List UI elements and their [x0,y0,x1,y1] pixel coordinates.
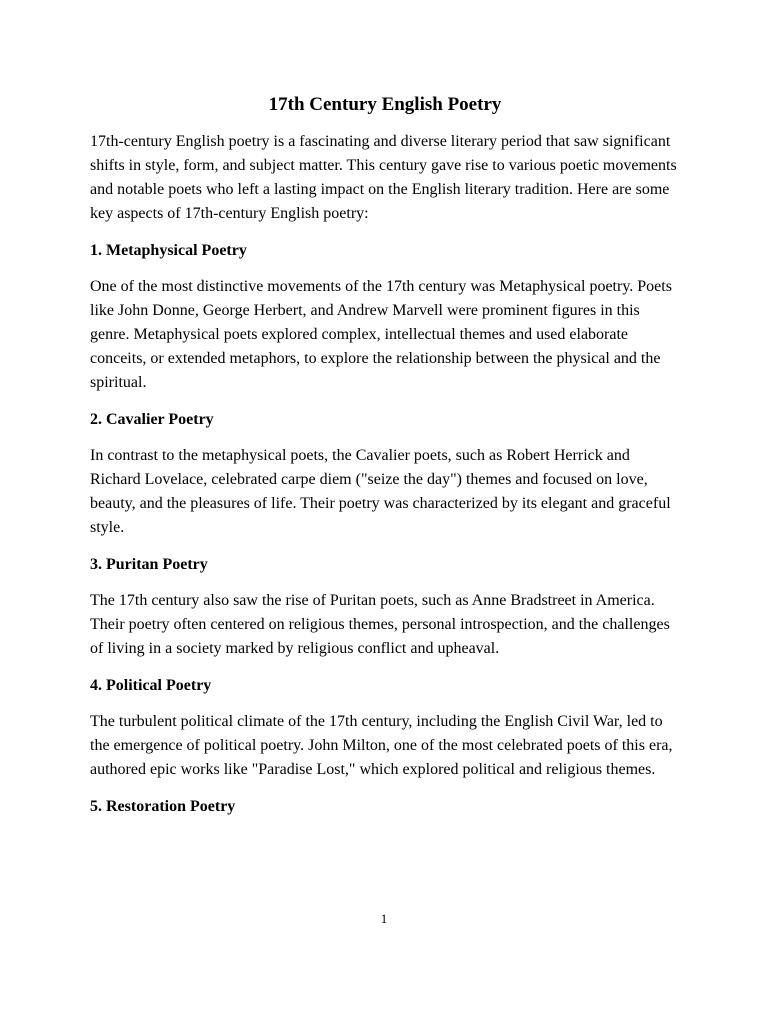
section-body-puritan: The 17th century also saw the rise of Puritan poets, such as Anne Bradstreet in America. Their poetry often centered on religious themes, personal introspection, and the challenges of living in a society marked by religious conflict and upheaval. [90,592,670,657]
section-heading-puritan: 3. Puritan Poetry [90,556,208,573]
section-body-political: The turbulent political climate of the 17th century, including the English Civil War, led to the emergence of political poetry. John Milton, one of the most celebrated poets of this era, authored epic works like "Paradise Lost," which explored political and religious themes. [90,713,673,778]
page-number: 1 [380,911,388,926]
section-heading-metaphysical: 1. Metaphysical Poetry [90,242,247,259]
page-title: 17th Century English Poetry [268,94,502,115]
section-heading-political: 4. Political Poetry [90,677,212,694]
section-body-metaphysical: One of the most distinctive movements of the 17th century was Metaphysical poetry. Poets like John Donne, George Herbert, and Andrew Marvell were prominent figures in this genre. Metaphysical poets explored complex, intellectual themes and used elaborate conceits, or extended metaphors, to explore the relationship between the physical and the spiritual. [90,278,672,391]
intro-paragraph: 17th-century English poetry is a fascinating and diverse literary period that saw significant shifts in style, form, and subject matter. This century gave rise to various poetic movements and notable poets who left a lasting impact on the English literary tradition. Here are some key aspects of 17th-century English poetry: [90,133,677,222]
page-content [90,93,680,831]
section-heading-cavalier: 2. Cavalier Poetry [90,411,214,428]
section-body-cavalier: In contrast to the metaphysical poets, the Cavalier poets, such as Robert Herrick and Richard Lovelace, celebrated carpe diem ("seize the day") themes and focused on love, beauty, and the pleasures of life. Their poetry was characterized by its elegant and graceful style. [90,447,671,536]
section-heading-restoration: 5. Restoration Poetry [90,798,236,815]
